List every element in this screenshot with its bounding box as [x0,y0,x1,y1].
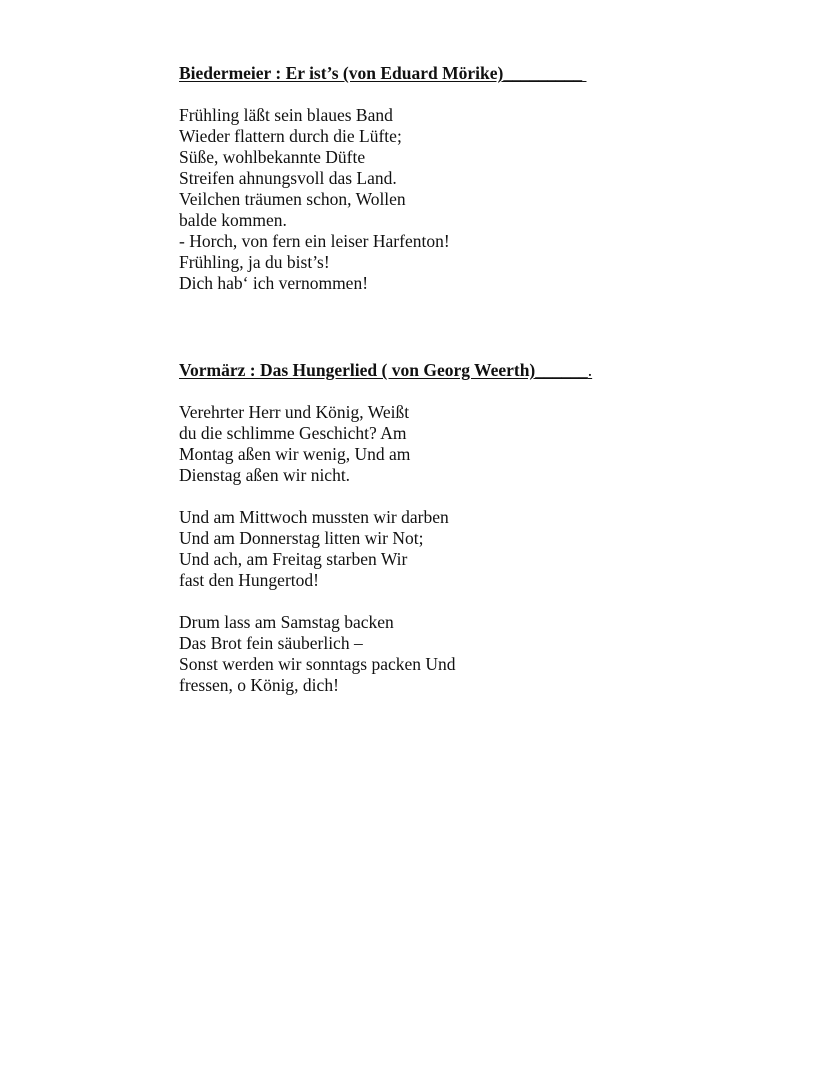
poem-line: Dienstag aßen wir nicht. [179,465,351,485]
poem-line: Das Brot fein säuberlich – [179,633,363,653]
poem-line: - Horch, von fern ein leiser Harfenton! [179,231,450,251]
poem-heading-trail: . [587,360,593,380]
poem-heading-text: Vormärz : Das Hungerlied ( von Georg Weerth)______ [179,360,588,380]
poem-line: Streifen ahnungsvoll das Land. [179,168,397,188]
poem-line: fressen, o König, dich! [179,675,339,695]
poem-line: Sonst werden wir sonntags packen Und [179,654,456,674]
poem-heading [179,63,699,84]
poem-line: Veilchen träumen schon, Wollen [179,189,406,209]
poem-line: Wieder flattern durch die Lüfte; [179,126,402,146]
poem-line: Und ach, am Freitag starben Wir [179,549,408,569]
stanza [179,507,699,591]
poem-line: Montag aßen wir wenig, Und am [179,444,411,464]
poem-line: Und am Mittwoch mussten wir darben [179,507,449,527]
poem-line: Süße, wohlbekannte Düfte [179,147,366,167]
poem-line: du die schlimme Geschicht? Am [179,423,407,443]
poem-line: Dich hab‘ ich vernommen! [179,273,369,293]
stanza [179,612,699,696]
poem-heading-trail [582,63,586,83]
poem-line: fast den Hungertod! [179,570,319,590]
poem-line: Verehrter Herr und König, Weißt [179,402,410,422]
poem-line: Frühling läßt sein blaues Band [179,105,393,125]
poem-hungerlied [179,360,699,696]
poem-heading [179,360,699,381]
poem-heading-text: Biedermeier : Er ist’s (von Eduard Mörike)_________ [179,63,583,83]
poem-line: balde kommen. [179,210,287,230]
poem-er-ists [179,63,699,294]
poem-line: Drum lass am Samstag backen [179,612,394,632]
poem-line: Frühling, ja du bist’s! [179,252,330,272]
stanza [179,402,699,486]
poem-line: Und am Donnerstag litten wir Not; [179,528,424,548]
stanza [179,105,699,294]
